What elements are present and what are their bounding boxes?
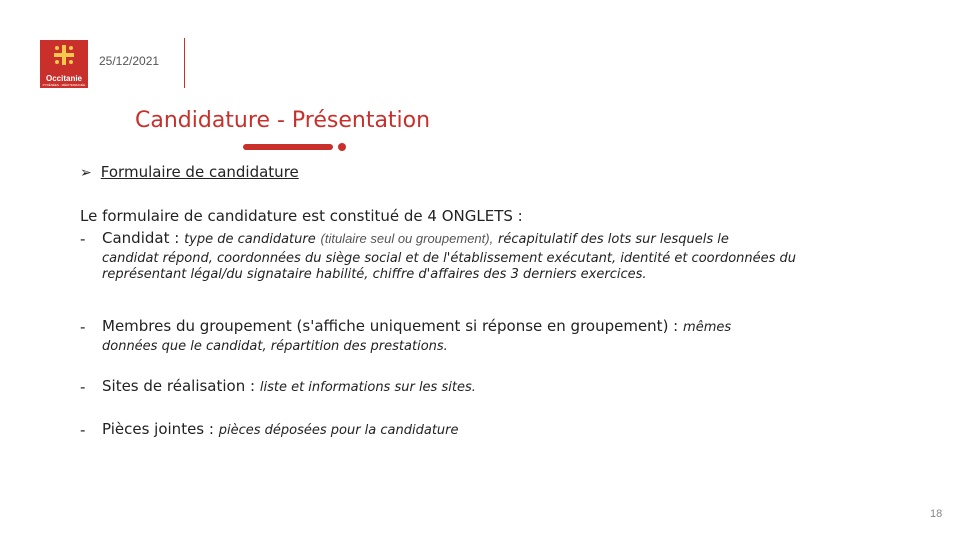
list-item-sites: [80, 378, 880, 396]
logo-subtitle: PYRÉNÉES - MÉDITERRANÉE: [42, 83, 86, 87]
section-heading-label: Formulaire de candidature: [100, 163, 299, 181]
dash-bullet: -: [80, 318, 86, 336]
header-date: 25/12/2021: [99, 54, 160, 68]
item-label: Pièces jointes :: [102, 420, 214, 438]
occitanie-logo: [40, 40, 88, 88]
intro-text: Le formulaire de candidature est constitué de 4 ONGLETS :: [80, 207, 523, 225]
page-title: Candidature - Présentation: [135, 108, 431, 133]
item-description: pièces déposées pour la candidature: [218, 423, 459, 438]
dash-bullet: -: [80, 230, 86, 248]
item-description-note: (titulaire seul ou groupement),: [320, 231, 494, 246]
item-description-tail: données que le candidat, répartition des prestations.: [102, 339, 448, 354]
item-description: type de candidature: [184, 232, 316, 247]
occitan-cross-icon: [53, 44, 75, 66]
item-label: Membres du groupement (s'affiche uniquement si réponse en groupement) :: [102, 317, 679, 335]
title-underline-decoration: [243, 141, 353, 153]
list-item-candidat: [80, 230, 880, 283]
arrow-bullet-icon: ➢: [80, 165, 92, 181]
dash-bullet: -: [80, 421, 86, 439]
item-description-cont: récapitulatif des lots sur lesquels le: [498, 232, 729, 247]
item-description-tail: candidat répond, coordonnées du siège social et de l'établissement exécutant, identité et coordonnées du représentant légal/du signataire habilité, chiffre d'affaires des 3 derniers exercices.: [102, 251, 797, 282]
header-divider: [184, 38, 185, 88]
dash-bullet: -: [80, 378, 86, 396]
item-label: Sites de réalisation :: [102, 377, 256, 395]
list-item-pieces: [80, 421, 880, 439]
page-number: 18: [930, 508, 943, 520]
item-label: Candidat :: [102, 229, 180, 247]
item-description: mêmes: [683, 320, 732, 335]
section-heading: [80, 163, 299, 181]
item-description: liste et informations sur les sites.: [259, 380, 476, 395]
list-item-membres: [80, 318, 880, 355]
logo-name: Occitanie: [45, 74, 82, 83]
